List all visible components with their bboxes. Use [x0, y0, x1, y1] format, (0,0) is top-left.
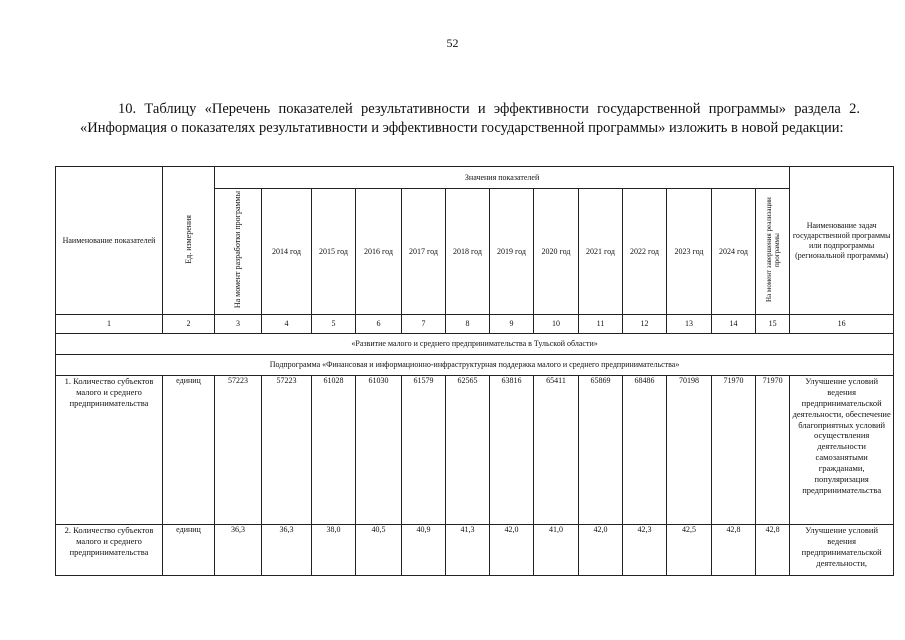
task-description: Улучшение условий ведения предпринимательской деятельности, [790, 525, 894, 576]
value-cell: 40,5 [356, 525, 402, 576]
header-year: 2017 год [402, 189, 446, 315]
header-year: 2023 год [667, 189, 712, 315]
header-year: 2022 год [623, 189, 667, 315]
value-cell: 38,0 [312, 525, 356, 576]
indicators-table [55, 166, 894, 576]
value-cell: 42,3 [623, 525, 667, 576]
value-cell: 65411 [534, 376, 579, 525]
header-at-development: На момент разработки программы [215, 189, 262, 315]
value-cell: 61030 [356, 376, 402, 525]
header-year: 2019 год [490, 189, 534, 315]
header-year: 2024 год [712, 189, 756, 315]
value-cell: 36,3 [262, 525, 312, 576]
value-cell: 40,9 [402, 525, 446, 576]
section-title: «Развитие малого и среднего предпринимательства в Тульской области» [56, 334, 894, 355]
column-number: 14 [712, 315, 756, 334]
table-row [56, 376, 894, 525]
value-cell: 42,8 [712, 525, 756, 576]
column-number: 1 [56, 315, 163, 334]
value-cell: 57223 [262, 376, 312, 525]
value-cell: 65869 [579, 376, 623, 525]
intro-paragraph: 10. Таблицу «Перечень показателей результативности и эффективности государственной программы» раздела 2. «Информация о показателях результативности и эффективности государственной программы» изложить в новой редакции: [80, 101, 860, 136]
indicator-unit: единиц [163, 376, 215, 525]
column-number: 13 [667, 315, 712, 334]
value-cell: 36,3 [215, 525, 262, 576]
header-year: 2020 год [534, 189, 579, 315]
table-row [56, 525, 894, 576]
column-number: 2 [163, 315, 215, 334]
value-cell: 71970 [712, 376, 756, 525]
value-cell: 63816 [490, 376, 534, 525]
header-year: 2015 год [312, 189, 356, 315]
column-number: 3 [215, 315, 262, 334]
header-year: 2014 год [262, 189, 312, 315]
column-number: 12 [623, 315, 667, 334]
header-unit: Ед. измерения [163, 167, 215, 315]
value-cell: 61028 [312, 376, 356, 525]
subprogram-title: Подпрограмма «Финансовая и информационно-инфраструктурная поддержка малого и среднего предпринимательства» [56, 355, 894, 376]
header-tasks: Наименование задач государственной программы или подпрограммы (региональной программы) [790, 167, 894, 315]
value-cell: 61579 [402, 376, 446, 525]
header-year: 2016 год [356, 189, 402, 315]
column-number: 10 [534, 315, 579, 334]
task-description: Улучшение условий ведения предпринимательской деятельности, обеспечение благоприятных условий осуществления деятельности самозанятыми гражданами, популяризация предпринимательства [790, 376, 894, 525]
column-number: 5 [312, 315, 356, 334]
value-cell: 41,0 [534, 525, 579, 576]
indicator-unit: единиц [163, 525, 215, 576]
column-numbers-row [56, 315, 894, 334]
header-at-completion: На момент завершения реализации программы [756, 189, 790, 315]
value-cell: 57223 [215, 376, 262, 525]
column-number: 8 [446, 315, 490, 334]
column-number: 9 [490, 315, 534, 334]
value-cell: 70198 [667, 376, 712, 525]
column-number: 11 [579, 315, 623, 334]
column-number: 4 [262, 315, 312, 334]
value-cell: 42,0 [490, 525, 534, 576]
column-number: 6 [356, 315, 402, 334]
header-name: Наименование показателей [56, 167, 163, 315]
column-number: 15 [756, 315, 790, 334]
value-cell: 41,3 [446, 525, 490, 576]
indicator-name: 1. Количество субъектов малого и среднего предпринимательства [56, 376, 163, 525]
indicator-name: 2. Количество субъектов малого и среднего предпринимательства [56, 525, 163, 576]
value-cell: 68486 [623, 376, 667, 525]
value-cell: 42,8 [756, 525, 790, 576]
header-year: 2021 год [579, 189, 623, 315]
value-cell: 62565 [446, 376, 490, 525]
column-number: 7 [402, 315, 446, 334]
page-number: 52 [446, 36, 459, 50]
value-cell: 71970 [756, 376, 790, 525]
value-cell: 42,5 [667, 525, 712, 576]
column-number: 16 [790, 315, 894, 334]
value-cell: 42,0 [579, 525, 623, 576]
header-year: 2018 год [446, 189, 490, 315]
header-values-group: Значения показателей [215, 167, 790, 189]
